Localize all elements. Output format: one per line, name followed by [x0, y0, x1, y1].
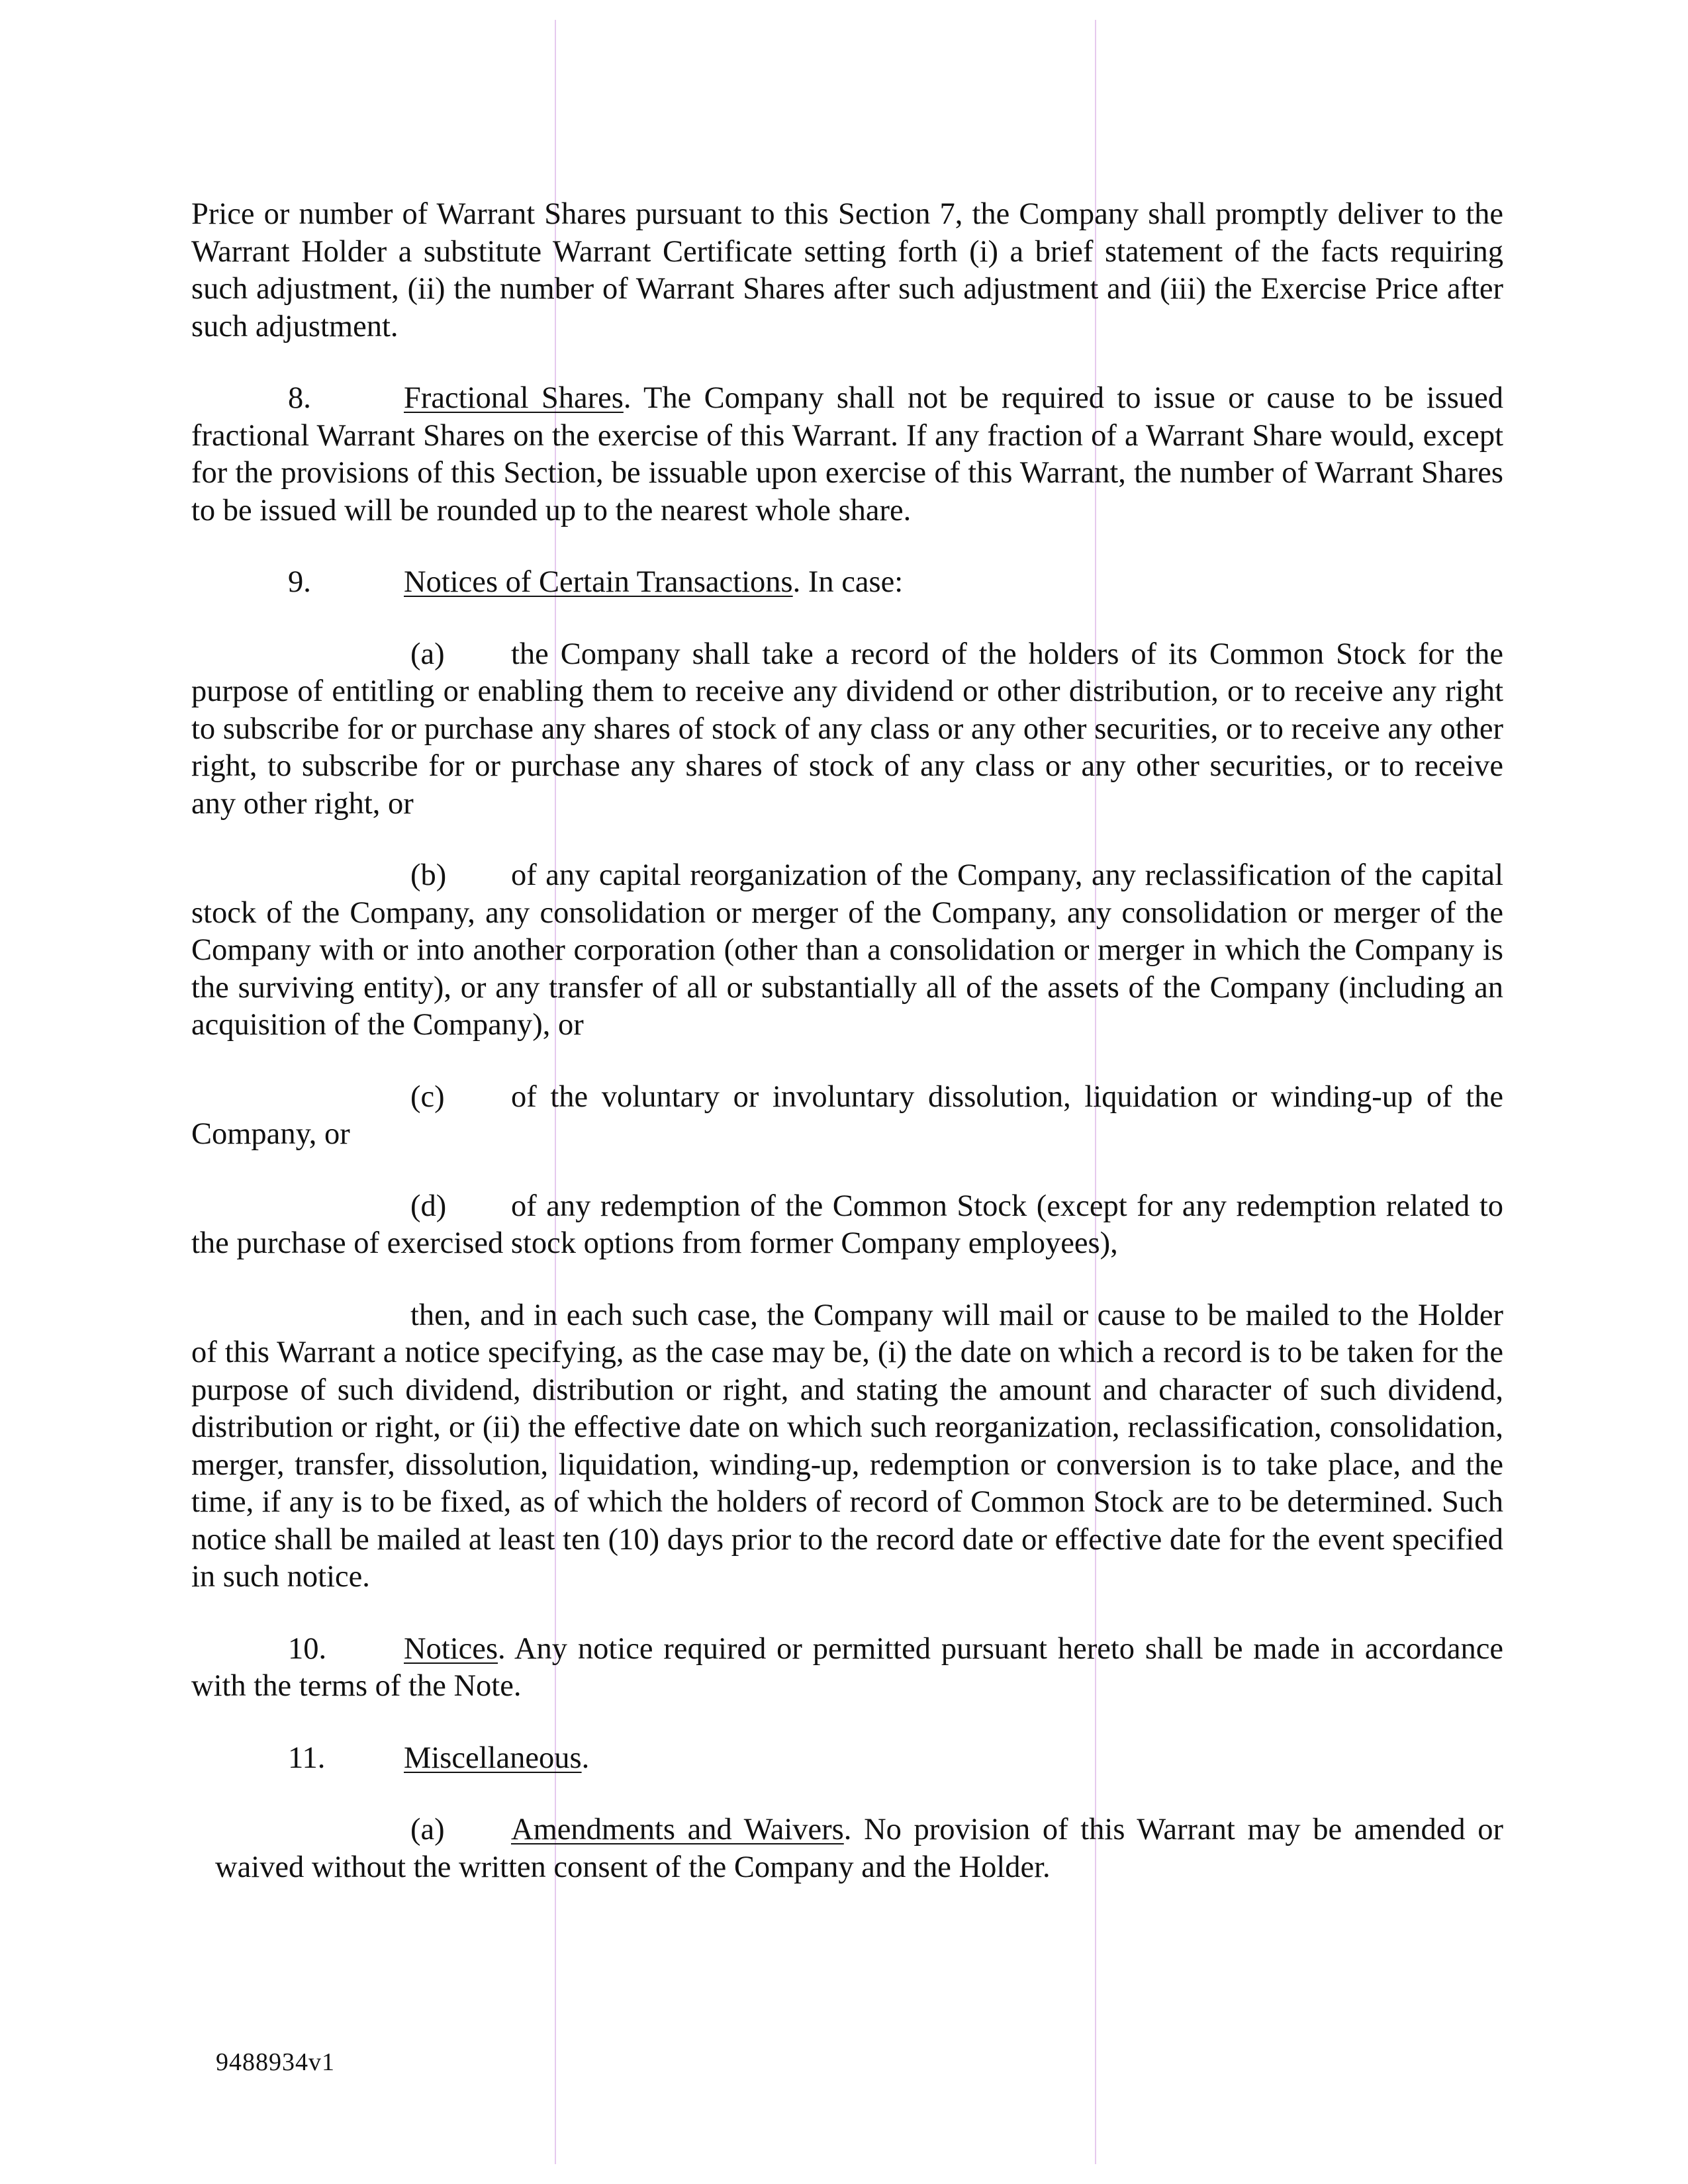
section-8-heading: Fractional Shares — [404, 381, 624, 415]
item-c-text: of the voluntary or involuntary dissolution, liquidation or winding-up of the Company, or — [191, 1079, 1503, 1151]
section-11-paragraph — [191, 1740, 1503, 1778]
section-9-heading: Notices of Certain Transactions — [404, 565, 793, 599]
section-9-number: 9. — [288, 565, 311, 599]
section-8-body: . The Company shall not be required to issue or cause to be issued fractional Warrant Shares on the exercise of this Warrant. If any fraction of a Warrant Share would, except for the provisions of this Section, be issuable upon exercise of this Warrant, the number of Warrant Shares to be issued will be rounded up to the nearest whole share. — [191, 381, 1503, 527]
section-9-then-clause: then, and in each such case, the Company will mail or cause to be mailed to the Holder of this Warrant a notice specifying, as the case may be, (i) the date on which a record is to be taken for the purpose of such dividend, distribution or right, and stating the amount and character of such dividend, distribution or right, or (ii) the effective date on which such reorganization, reclassification, consolidation, merger, transfer, dissolution, liquidation, winding-up, redemption or conversion is to take place, and the time, if any is to be fixed, as of which the holders of record of Common Stock are to be determined. Such notice shall be mailed at least ten (10) days prior to the record date or effective date for the event specified in such notice. — [191, 1298, 1503, 1594]
section-9-item-d — [191, 1188, 1503, 1263]
item-b-text: of any capital reorganization of the Company, any reclassification of the capital stock of the Company, any consolidation or merger of the Company, any consolidation or merger of the Company with or into another corporation (other than a consolidation or merger in which the Company is the surviving entity), or any transfer of all or substantially all of the assets of the Company (including an acquisition of the Company), or — [191, 858, 1503, 1042]
item-d-text: of any redemption of the Common Stock (except for any redemption related to the purchase of exercised stock options from former Company employees), — [191, 1189, 1503, 1260]
continuation-paragraph: Price or number of Warrant Shares pursuant to this Section 7, the Company shall promptly deliver to the Warrant Holder a substitute Warrant Certificate setting forth (i) a brief statement of the facts requiring such adjustment, (ii) the number of Warrant Shares after such adjustment and (iii) the Exercise Price after such adjustment. — [191, 197, 1503, 343]
item-b-label: (b) — [410, 858, 447, 892]
section-9-item-a — [191, 636, 1503, 823]
item-11a-text: . No provision of this Warrant may be amended or waived without the written consent of the Company and the Holder. — [215, 1813, 1503, 1884]
section-11-item-a — [215, 1811, 1503, 1886]
document-body — [191, 196, 1503, 1886]
section-11-number: 11. — [288, 1741, 326, 1775]
section-8-paragraph — [191, 380, 1503, 529]
item-d-label: (d) — [410, 1189, 447, 1223]
section-10-body: . Any notice required or permitted pursuant hereto shall be made in accordance with the terms of the Note. — [191, 1631, 1503, 1703]
section-9-item-b — [191, 857, 1503, 1044]
item-c-label: (c) — [410, 1079, 445, 1114]
section-10-number: 10. — [288, 1631, 327, 1666]
item-a-text: the Company shall take a record of the holders of its Common Stock for the purpose of entitling or enabling them to receive any dividend or other distribution, or to receive any right to subscribe for or purchase any shares of stock of any class or any other securities, or to receive any other right, to subscribe for or purchase any shares of stock of any class or any other securities, or to receive any other right, or — [191, 637, 1503, 821]
section-9-item-c — [191, 1079, 1503, 1154]
item-a-label: (a) — [410, 637, 445, 671]
item-11a-label: (a) — [410, 1813, 445, 1846]
item-11a-heading: Amendments and Waivers — [511, 1813, 844, 1846]
section-11-heading: Miscellaneous — [404, 1741, 582, 1775]
section-10-heading: Notices — [404, 1631, 498, 1666]
document-id-footer: 9488934v1 — [216, 2048, 335, 2076]
section-9-body: . In case: — [792, 565, 904, 599]
section-10-paragraph — [191, 1631, 1503, 1706]
section-8-number: 8. — [288, 381, 311, 415]
section-11-body: . — [581, 1741, 590, 1775]
section-9-paragraph — [191, 564, 1503, 602]
